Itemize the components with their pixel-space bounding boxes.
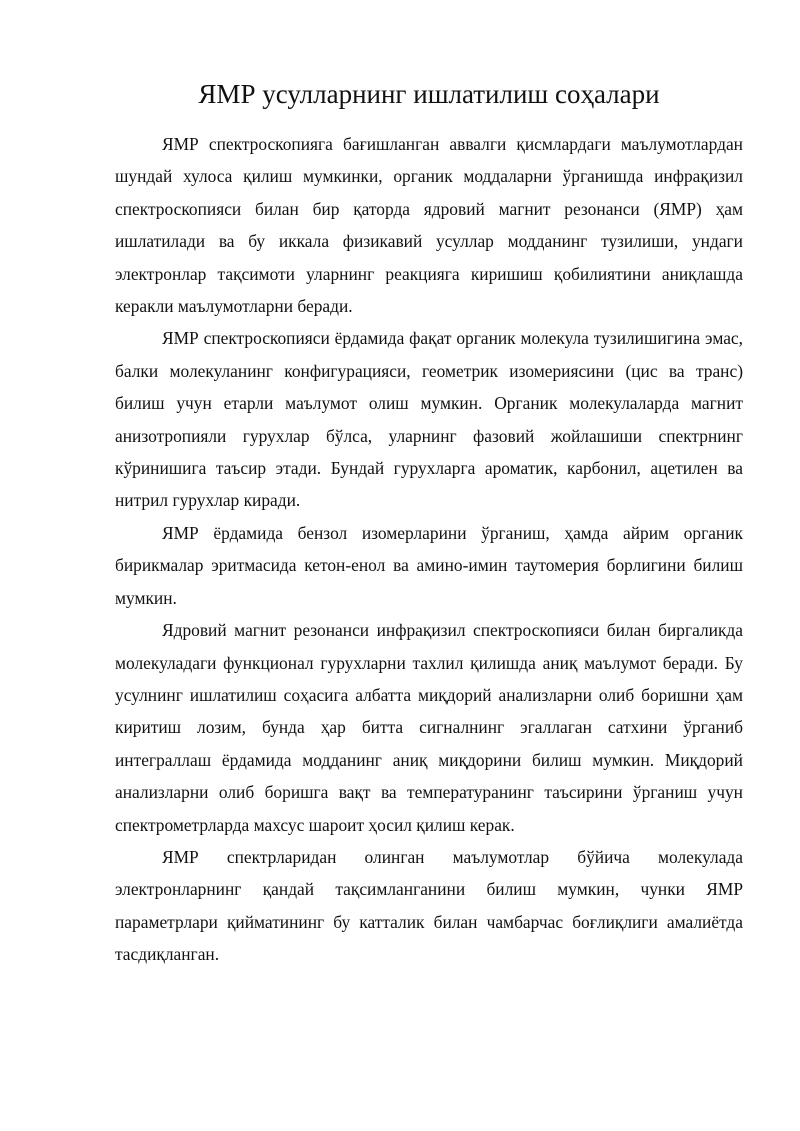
paragraph-2: ЯМР спектроскопияси ёрдамида фақат органик молекула тузилишигина эмас, балки молекуланинг конфигурацияси, геометрик изомериясини (цис ва транс) билиш учун етарли маълумот олиш мумкин. Органик молекулаларда магнит анизотропияли гурухлар бўлса, уларнинг фазовий жойлашиши спектрнинг кўринишига таъсир этади. Бундай гурухларга ароматик, карбонил, ацетилен ва нитрил гурухлар киради. — [115, 328, 743, 511]
paragraph-5: ЯМР спектрларидан олинган маълумотлар бўйича молекулада электронларнинг қандай тақсимланганини билиш мумкин, чунки ЯМР параметрлари қийматининг бу катталик билан чамбарчас боғлиқлиги амалиётда тасдиқланган. — [115, 846, 743, 965]
document-title: ЯМР усулларнинг ишлатилиш соҳалари — [198, 79, 660, 109]
paragraph-4: Ядровий магнит резонанси инфрақизил спектроскопияси билан биргаликда молекуладаги функционал гурухларни тахлил қилишда аниқ маълумот беради. Бу усулнинг ишлатилиш соҳасига албатта миқдорий анализларни олиб боришни ҳам киритиш лозим, бунда ҳар битта сигналнинг эгаллаган сатхини ўрганиб интеграллаш ёрдамида модданинг аниқ миқдорини билиш мумкин. Миқдорий анализларни олиб боришга вақт ва температуранинг таъсирини ўрганиш учун спектрометрларда махсус шароит ҳосил қилиш керак. — [115, 620, 743, 835]
paragraph-3: ЯМР ёрдамида бензол изомерларини ўрганиш, ҳамда айрим органик бирикмалар эритмасида кетон-енол ва амино-имин таутомерия борлигини билиш мумкин. — [115, 522, 743, 608]
paragraph-1: ЯМР спектроскопияга бағишланган аввалги қисмлардаги маълумотлардан шундай хулоса қилиш мумкинки, органик моддаларни ўрганишда инфрақизил спектроскопияси билан бир қаторда ядровий магнит резонанси (ЯМР) ҳам ишлатилади ва бу иккала физикавий усуллар модданинг тузилиши, ундаги электронлар тақсимоти уларнинг реакцияга киришиш қобилиятини аниқлашда керакли маълумотларни беради. — [115, 134, 743, 317]
document-page — [115, 72, 743, 971]
